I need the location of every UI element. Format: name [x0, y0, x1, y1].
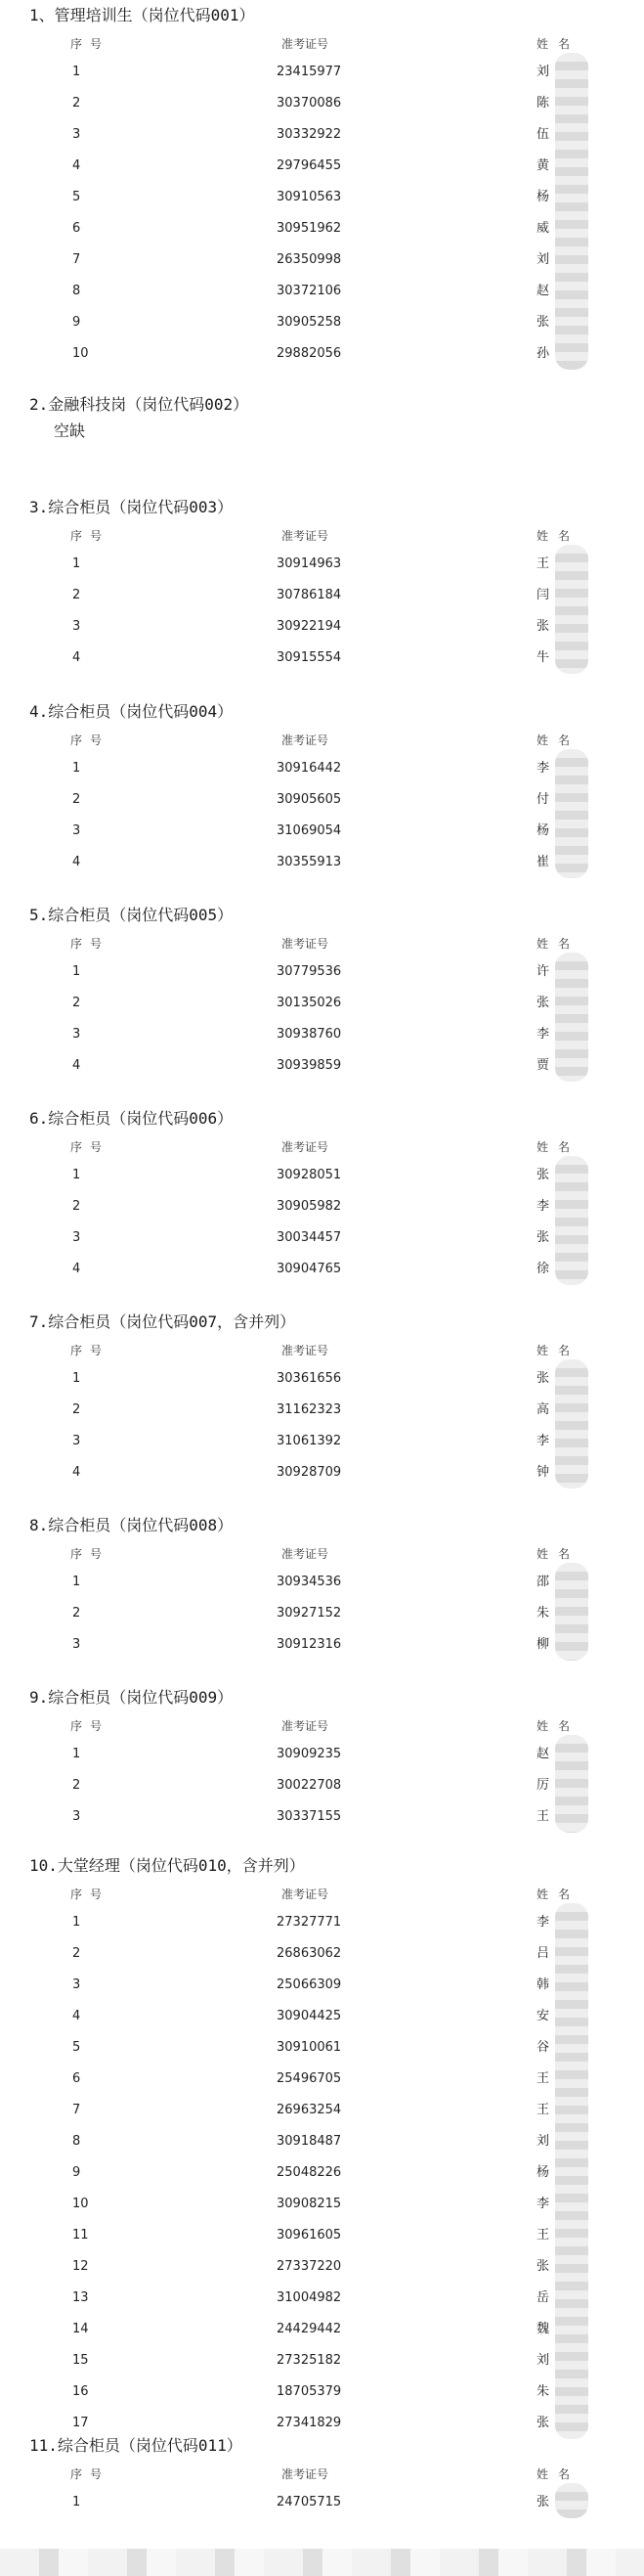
section-title: 1、管理培训生（岗位代码001） [29, 6, 255, 24]
row-seq: 6 [72, 221, 81, 236]
row-exam-id: 30779536 [277, 964, 342, 979]
row-name: 威 [537, 221, 550, 236]
table-row [0, 2283, 644, 2314]
table-row [0, 1254, 644, 1285]
row-name: 刘 [537, 2353, 550, 2368]
row-exam-id: 25496705 [277, 2071, 342, 2086]
section-10 [0, 1850, 644, 2439]
table-row [0, 1019, 644, 1050]
row-exam-id: 30915554 [277, 650, 342, 665]
result-table [0, 1882, 644, 2439]
row-seq: 3 [72, 1977, 81, 1992]
row-seq: 12 [72, 2259, 89, 2274]
header-name: 姓名 [537, 1547, 580, 1561]
header-exam-id: 准考证号 [281, 937, 329, 951]
row-seq: 15 [72, 2353, 89, 2368]
row-name: 崔 [537, 855, 550, 869]
header-exam-id: 准考证号 [281, 1888, 329, 1901]
table-row [0, 1426, 644, 1457]
row-seq: 2 [72, 96, 81, 111]
header-exam-id: 准考证号 [281, 1140, 329, 1154]
row-name: 张 [537, 1230, 550, 1245]
table-row [0, 57, 644, 88]
section-9 [0, 1682, 644, 1833]
row-seq: 4 [72, 158, 81, 173]
row-exam-id: 29882056 [277, 346, 342, 361]
row-exam-id: 30938760 [277, 1027, 342, 1042]
table-row [0, 2220, 644, 2251]
row-name: 邵 [537, 1575, 550, 1589]
table-row [0, 307, 644, 338]
row-seq: 4 [72, 1465, 81, 1480]
header-exam-id: 准考证号 [281, 1719, 329, 1733]
name-privacy-blur [555, 1735, 588, 1833]
row-exam-id: 27341829 [277, 2416, 342, 2430]
row-exam-id: 30914963 [277, 556, 342, 571]
row-name: 王 [537, 556, 550, 571]
row-name: 张 [537, 1168, 550, 1182]
table-row [0, 1160, 644, 1191]
table-header [0, 31, 644, 57]
row-exam-id: 31069054 [277, 823, 342, 838]
row-name: 钟 [537, 1465, 550, 1480]
row-name: 张 [537, 2495, 550, 2509]
row-exam-id: 30370086 [277, 96, 342, 111]
table-row [0, 213, 644, 244]
row-exam-id: 27337220 [277, 2259, 342, 2274]
table-header [0, 523, 644, 549]
table-row [0, 2487, 644, 2518]
name-privacy-blur [555, 1563, 588, 1661]
row-name: 张 [537, 1371, 550, 1386]
section-11 [0, 2430, 644, 2518]
row-seq: 4 [72, 650, 81, 665]
row-exam-id: 30909235 [277, 1747, 342, 1761]
row-exam-id: 27327771 [277, 1915, 342, 1930]
row-exam-id: 30922194 [277, 619, 342, 634]
header-seq: 序号 [70, 1547, 110, 1561]
row-seq: 8 [72, 2134, 81, 2149]
row-name: 王 [537, 1809, 550, 1824]
table-row [0, 1938, 644, 1970]
row-exam-id: 23415977 [277, 65, 342, 79]
table-row [0, 2189, 644, 2220]
row-seq: 2 [72, 792, 81, 807]
header-name: 姓名 [537, 1140, 580, 1154]
row-name: 张 [537, 2259, 550, 2274]
row-seq: 1 [72, 761, 81, 776]
section-title: 5.综合柜员（岗位代码005） [29, 906, 234, 924]
table-row [0, 611, 644, 643]
section-title: 6.综合柜员（岗位代码006） [29, 1109, 234, 1128]
table-row [0, 847, 644, 878]
row-seq: 1 [72, 556, 81, 571]
table-row [0, 244, 644, 276]
result-table [0, 31, 644, 370]
row-name: 贾 [537, 1058, 550, 1073]
row-name: 杨 [537, 2165, 550, 2180]
row-name: 闫 [537, 588, 550, 602]
table-row [0, 182, 644, 213]
row-seq: 4 [72, 855, 81, 869]
header-seq: 序号 [70, 1719, 110, 1733]
row-name: 张 [537, 996, 550, 1010]
row-name: 柳 [537, 1637, 550, 1652]
header-exam-id: 准考证号 [281, 37, 329, 51]
row-exam-id: 30135026 [277, 996, 342, 1010]
table-header [0, 728, 644, 753]
row-seq: 16 [72, 2384, 89, 2399]
row-seq: 3 [72, 1434, 81, 1448]
row-seq: 2 [72, 588, 81, 602]
table-row [0, 2376, 644, 2408]
row-exam-id: 26963254 [277, 2103, 342, 2117]
row-seq: 6 [72, 2071, 81, 2086]
row-name: 徐 [537, 1262, 550, 1276]
row-seq: 2 [72, 1778, 81, 1793]
table-row [0, 2095, 644, 2126]
header-exam-id: 准考证号 [281, 2467, 329, 2481]
row-seq: 2 [72, 1199, 81, 1214]
row-name: 安 [537, 2009, 550, 2023]
row-exam-id: 30916442 [277, 761, 342, 776]
row-seq: 2 [72, 1606, 81, 1621]
table-row [0, 956, 644, 988]
row-seq: 8 [72, 284, 81, 298]
table-row [0, 2001, 644, 2032]
row-seq: 7 [72, 252, 81, 267]
table-row [0, 1907, 644, 1938]
row-seq: 1 [72, 1915, 81, 1930]
header-name: 姓名 [537, 2467, 580, 2481]
section-1 [0, 0, 644, 370]
table-row [0, 119, 644, 151]
row-seq: 1 [72, 964, 81, 979]
row-name: 李 [537, 1199, 550, 1214]
header-name: 姓名 [537, 1888, 580, 1901]
row-exam-id: 30905258 [277, 315, 342, 330]
row-exam-id: 30355913 [277, 855, 342, 869]
row-name: 王 [537, 2103, 550, 2117]
result-table [0, 1541, 644, 1661]
row-name: 许 [537, 964, 550, 979]
row-name: 岳 [537, 2290, 550, 2305]
row-exam-id: 30905605 [277, 792, 342, 807]
table-row [0, 2157, 644, 2189]
table-row [0, 1801, 644, 1833]
row-seq: 3 [72, 1027, 81, 1042]
table-row [0, 2251, 644, 2283]
row-exam-id: 31162323 [277, 1402, 342, 1417]
row-name: 高 [537, 1402, 550, 1417]
section-8 [0, 1510, 644, 1661]
row-exam-id: 25048226 [277, 2165, 342, 2180]
header-seq: 序号 [70, 733, 110, 747]
section-7 [0, 1307, 644, 1488]
row-exam-id: 30337155 [277, 1809, 342, 1824]
row-seq: 5 [72, 190, 81, 204]
row-name: 牛 [537, 650, 550, 665]
section-title: 8.综合柜员（岗位代码008） [29, 1516, 234, 1534]
row-name: 王 [537, 2228, 550, 2243]
table-row [0, 1567, 644, 1598]
name-privacy-blur [555, 545, 588, 674]
row-seq: 2 [72, 1402, 81, 1417]
row-seq: 3 [72, 1637, 81, 1652]
row-name: 李 [537, 761, 550, 776]
row-exam-id: 30034457 [277, 1230, 342, 1245]
header-name: 姓名 [537, 1719, 580, 1733]
row-exam-id: 18705379 [277, 2384, 342, 2399]
row-seq: 3 [72, 1809, 81, 1824]
row-seq: 3 [72, 823, 81, 838]
table-row [0, 816, 644, 847]
row-name: 李 [537, 1434, 550, 1448]
row-exam-id: 29796455 [277, 158, 342, 173]
vacancy-note: 空缺 [54, 422, 86, 440]
section-2 [0, 389, 644, 452]
row-seq: 17 [72, 2416, 89, 2430]
section-6 [0, 1103, 644, 1285]
row-seq: 1 [72, 65, 81, 79]
name-privacy-blur [555, 749, 588, 878]
section-title: 3.综合柜员（岗位代码003） [29, 498, 234, 516]
row-name: 伍 [537, 127, 550, 142]
section-title: 9.综合柜员（岗位代码009） [29, 1688, 234, 1707]
header-exam-id: 准考证号 [281, 1547, 329, 1561]
row-name: 吕 [537, 1946, 550, 1961]
table-row [0, 2345, 644, 2376]
name-privacy-blur [555, 53, 588, 370]
header-seq: 序号 [70, 937, 110, 951]
row-name: 刘 [537, 65, 550, 79]
result-table [0, 2462, 644, 2518]
table-row [0, 88, 644, 119]
row-name: 李 [537, 2197, 550, 2211]
row-exam-id: 25066309 [277, 1977, 342, 1992]
table-header [0, 1338, 644, 1363]
section-3 [0, 492, 644, 674]
row-seq: 14 [72, 2322, 89, 2336]
table-header [0, 1882, 644, 1907]
row-seq: 1 [72, 1168, 81, 1182]
table-row [0, 1395, 644, 1426]
row-seq: 4 [72, 1262, 81, 1276]
row-name: 张 [537, 2416, 550, 2430]
header-exam-id: 准考证号 [281, 529, 329, 543]
row-name: 朱 [537, 2384, 550, 2399]
header-name: 姓名 [537, 733, 580, 747]
table-header [0, 1541, 644, 1567]
row-exam-id: 30905982 [277, 1199, 342, 1214]
table-row [0, 151, 644, 182]
section-title: 11.综合柜员（岗位代码011） [29, 2436, 242, 2455]
row-seq: 1 [72, 1371, 81, 1386]
section-title: 4.综合柜员（岗位代码004） [29, 702, 234, 721]
row-exam-id: 30332922 [277, 127, 342, 142]
row-name: 张 [537, 315, 550, 330]
table-row [0, 549, 644, 580]
header-exam-id: 准考证号 [281, 733, 329, 747]
section-title: 10.大堂经理（岗位代码010，含并列） [29, 1856, 305, 1875]
name-privacy-blur [555, 1903, 588, 2439]
row-exam-id: 30910061 [277, 2040, 342, 2055]
row-exam-id: 30939859 [277, 1058, 342, 1073]
row-exam-id: 30910563 [277, 190, 342, 204]
header-name: 姓名 [537, 37, 580, 51]
header-exam-id: 准考证号 [281, 1344, 329, 1357]
table-row [0, 753, 644, 784]
section-5 [0, 900, 644, 1082]
row-name: 厉 [537, 1778, 550, 1793]
table-row [0, 643, 644, 674]
row-seq: 1 [72, 2495, 81, 2509]
row-exam-id: 30912316 [277, 1637, 342, 1652]
header-seq: 序号 [70, 1140, 110, 1154]
table-header [0, 2462, 644, 2487]
row-exam-id: 31061392 [277, 1434, 342, 1448]
row-name: 朱 [537, 1606, 550, 1621]
row-seq: 2 [72, 1946, 81, 1961]
table-row [0, 276, 644, 307]
row-exam-id: 24429442 [277, 2322, 342, 2336]
table-row [0, 1191, 644, 1222]
result-table [0, 1134, 644, 1285]
name-privacy-blur [555, 2483, 588, 2518]
result-table [0, 931, 644, 1082]
row-exam-id: 31004982 [277, 2290, 342, 2305]
header-seq: 序号 [70, 37, 110, 51]
row-name: 刘 [537, 2134, 550, 2149]
row-exam-id: 30951962 [277, 221, 342, 236]
table-row [0, 1050, 644, 1082]
row-exam-id: 30786184 [277, 588, 342, 602]
header-seq: 序号 [70, 1888, 110, 1901]
header-seq: 序号 [70, 529, 110, 543]
row-exam-id: 27325182 [277, 2353, 342, 2368]
blurred-footer [0, 2549, 644, 2576]
table-row [0, 2064, 644, 2095]
row-exam-id: 30928709 [277, 1465, 342, 1480]
row-seq: 11 [72, 2228, 89, 2243]
row-name: 付 [537, 792, 550, 807]
row-name: 王 [537, 2071, 550, 2086]
row-seq: 9 [72, 2165, 81, 2180]
table-row [0, 1363, 644, 1395]
row-exam-id: 30908215 [277, 2197, 342, 2211]
row-exam-id: 30927152 [277, 1606, 342, 1621]
result-table [0, 523, 644, 674]
row-seq: 5 [72, 2040, 81, 2055]
row-exam-id: 26863062 [277, 1946, 342, 1961]
row-exam-id: 24705715 [277, 2495, 342, 2509]
row-exam-id: 30904425 [277, 2009, 342, 2023]
row-exam-id: 30372106 [277, 284, 342, 298]
name-privacy-blur [555, 1156, 588, 1285]
name-privacy-blur [555, 1359, 588, 1488]
name-privacy-blur [555, 953, 588, 1082]
table-row [0, 1598, 644, 1629]
row-seq: 10 [72, 2197, 89, 2211]
table-header [0, 1134, 644, 1160]
table-row [0, 1739, 644, 1770]
row-seq: 3 [72, 127, 81, 142]
header-name: 姓名 [537, 937, 580, 951]
table-row [0, 2126, 644, 2157]
row-name: 孙 [537, 346, 550, 361]
result-table [0, 1338, 644, 1488]
row-name: 张 [537, 619, 550, 634]
row-name: 杨 [537, 190, 550, 204]
row-name: 李 [537, 1915, 550, 1930]
row-name: 黄 [537, 158, 550, 173]
row-seq: 1 [72, 1747, 81, 1761]
row-seq: 1 [72, 1575, 81, 1589]
header-seq: 序号 [70, 1344, 110, 1357]
row-name: 李 [537, 1027, 550, 1042]
table-row [0, 1457, 644, 1488]
row-name: 谷 [537, 2040, 550, 2055]
table-row [0, 988, 644, 1019]
table-row [0, 1629, 644, 1661]
section-title: 7.综合柜员（岗位代码007，含并列） [29, 1312, 296, 1331]
result-table [0, 1713, 644, 1833]
row-exam-id: 30361656 [277, 1371, 342, 1386]
section-4 [0, 696, 644, 878]
table-row [0, 784, 644, 816]
table-row [0, 580, 644, 611]
row-name: 刘 [537, 252, 550, 267]
row-exam-id: 30961605 [277, 2228, 342, 2243]
table-header [0, 1713, 644, 1739]
row-seq: 4 [72, 2009, 81, 2023]
table-row [0, 1970, 644, 2001]
table-row [0, 338, 644, 370]
row-exam-id: 30022708 [277, 1778, 342, 1793]
row-seq: 7 [72, 2103, 81, 2117]
header-name: 姓名 [537, 529, 580, 543]
row-name: 赵 [537, 1747, 550, 1761]
row-seq: 3 [72, 1230, 81, 1245]
row-name: 魏 [537, 2322, 550, 2336]
section-title: 2.金融科技岗（岗位代码002） [29, 395, 249, 414]
header-name: 姓名 [537, 1344, 580, 1357]
table-header [0, 931, 644, 956]
row-seq: 4 [72, 1058, 81, 1073]
row-exam-id: 30904765 [277, 1262, 342, 1276]
row-seq: 10 [72, 346, 89, 361]
row-exam-id: 30918487 [277, 2134, 342, 2149]
row-seq: 3 [72, 619, 81, 634]
row-exam-id: 26350998 [277, 252, 342, 267]
row-name: 陈 [537, 96, 550, 111]
header-seq: 序号 [70, 2467, 110, 2481]
row-seq: 2 [72, 996, 81, 1010]
row-name: 赵 [537, 284, 550, 298]
row-name: 韩 [537, 1977, 550, 1992]
result-table [0, 728, 644, 878]
row-exam-id: 30934536 [277, 1575, 342, 1589]
table-row [0, 2032, 644, 2064]
row-seq: 9 [72, 315, 81, 330]
row-seq: 13 [72, 2290, 89, 2305]
row-name: 杨 [537, 823, 550, 838]
table-row [0, 2314, 644, 2345]
row-exam-id: 30928051 [277, 1168, 342, 1182]
table-row [0, 1770, 644, 1801]
table-row [0, 1222, 644, 1254]
